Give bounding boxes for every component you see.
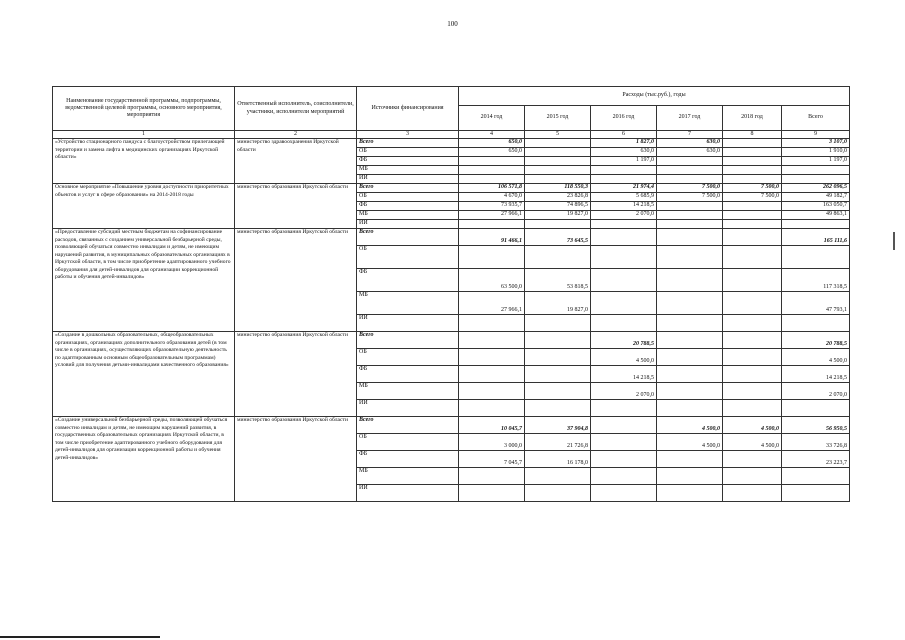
year-value: 2 070,0 <box>591 211 657 220</box>
year-value: 73 935,7 <box>459 202 525 211</box>
year-value <box>591 434 657 451</box>
funding-source: ИИ <box>357 400 459 417</box>
measure-name: «Создание в дошкольных образовательных, общеобразовательных организациях, организациях дополнительного образования детей (в том числе в организациях, осуществляющих образовательную деятельность по адаптированным основным общеобразовательным программам) условий для получения детьми-инвалидами качественного образования» <box>53 332 235 417</box>
year-value: 3 000,0 <box>459 434 525 451</box>
year-value <box>591 468 657 485</box>
measure-name: «Создание универсальной безбарьерной среды, позволяющей обучаться совместно инвалидам и детям, не имеющим нарушений развития, в государственных образовательных организациях Иркутской области, в том числе приобретение адаптированного учебного оборудования для детей-инвалидов для организации коррекционной работы и обучения детей-инвалидов» <box>53 417 235 502</box>
year-value: 4 500,0 <box>657 417 723 434</box>
year-value <box>525 157 591 166</box>
funding-source: ОБ <box>357 193 459 202</box>
funding-source: Всего <box>357 229 459 246</box>
year-value <box>525 332 591 349</box>
total-value: 56 950,5 <box>782 417 850 434</box>
responsible-executor: министерство образования Иркутской области <box>235 229 357 332</box>
year-value: 19 827,0 <box>525 211 591 220</box>
year-value <box>591 292 657 315</box>
year-value <box>459 315 525 332</box>
year-value: 21 726,8 <box>525 434 591 451</box>
total-value: 1 197,0 <box>782 157 850 166</box>
year-value: 1 197,0 <box>591 157 657 166</box>
year-value: 74 896,5 <box>525 202 591 211</box>
funding-source: МБ <box>357 211 459 220</box>
year-value: 650,0 <box>459 148 525 157</box>
total-value: 33 726,8 <box>782 434 850 451</box>
total-value: 2 070,0 <box>782 383 850 400</box>
total-value <box>782 315 850 332</box>
year-value <box>723 148 782 157</box>
year-value <box>525 383 591 400</box>
year-value <box>723 451 782 468</box>
year-value <box>525 485 591 502</box>
year-value <box>723 211 782 220</box>
total-value: 23 223,7 <box>782 451 850 468</box>
year-value <box>525 468 591 485</box>
funding-source: ФБ <box>357 269 459 292</box>
year-value <box>525 139 591 148</box>
year-value <box>723 202 782 211</box>
funding-source: ОБ <box>357 434 459 451</box>
responsible-executor: министерство образования Иркутской области <box>235 184 357 229</box>
year-value <box>723 269 782 292</box>
table-row <box>53 417 850 434</box>
year-value: 630,0 <box>657 148 723 157</box>
total-value <box>782 175 850 184</box>
year-value <box>723 485 782 502</box>
year-value <box>657 468 723 485</box>
funding-source: ОБ <box>357 349 459 366</box>
column-number: 8 <box>723 131 782 139</box>
funding-source: Всего <box>357 139 459 148</box>
year-value <box>723 220 782 229</box>
table-row <box>53 229 850 246</box>
year-value: 106 571,8 <box>459 184 525 193</box>
year-value <box>657 246 723 269</box>
year-value: 4 500,0 <box>591 349 657 366</box>
year-value: 53 818,5 <box>525 269 591 292</box>
total-value: 117 318,5 <box>782 269 850 292</box>
funding-source: ОБ <box>357 246 459 269</box>
year-value <box>723 366 782 383</box>
total-value <box>782 166 850 175</box>
year-value: 4 500,0 <box>723 417 782 434</box>
header-year: 2015 год <box>525 106 591 131</box>
year-value: 630,0 <box>591 148 657 157</box>
header-responsible: Ответственный исполнитель, соисполнители, участники, исполнители мероприятий <box>235 87 357 131</box>
year-value <box>459 468 525 485</box>
measure-name: «Предоставление субсидий местным бюджетам на софинансирование расходов, связанных с созданием универсальной безбарьерной среды, позволяющей обучаться совместно инвалидам и детям, не имеющим нарушений развития, в муниципальных образовательных организациях в Иркутской области, в том числе приобретение адаптированного учебного оборудования для детей-инвалидов для организации коррекционной работы и обучения детей-инвалидов» <box>53 229 235 332</box>
year-value <box>525 315 591 332</box>
total-value <box>782 485 850 502</box>
year-value: 7 045,7 <box>459 451 525 468</box>
year-value <box>657 269 723 292</box>
year-value <box>459 157 525 166</box>
year-value <box>459 175 525 184</box>
year-value <box>657 229 723 246</box>
year-value: 630,0 <box>657 139 723 148</box>
year-value <box>657 451 723 468</box>
year-value: 4 500,0 <box>723 434 782 451</box>
year-value <box>591 417 657 434</box>
responsible-executor: министерство образования Иркутской области <box>235 417 357 502</box>
responsible-executor: министерство образования Иркутской области <box>235 332 357 417</box>
year-value <box>657 383 723 400</box>
column-number: 6 <box>591 131 657 139</box>
measure-name: «Устройство стационарного пандуса с благоустройством прилегающей территории и замена лифта в медицинских организациях Иркутской области» <box>53 139 235 184</box>
funding-source: ИИ <box>357 220 459 229</box>
total-value <box>782 468 850 485</box>
year-value <box>459 246 525 269</box>
year-value <box>591 166 657 175</box>
year-value <box>459 485 525 502</box>
total-value: 262 096,5 <box>782 184 850 193</box>
header-program-name: Наименование государственной программы, подпрограммы, ведомственной целевой программы, основного мероприятия, мероприятия <box>53 87 235 131</box>
header-funding-source: Источники финансирования <box>357 87 459 131</box>
year-value <box>459 220 525 229</box>
year-value <box>657 485 723 502</box>
year-value: 10 045,7 <box>459 417 525 434</box>
year-value: 19 827,0 <box>525 292 591 315</box>
year-value <box>459 400 525 417</box>
scan-artifact <box>893 232 895 250</box>
year-value: 7 500,0 <box>723 193 782 202</box>
year-value: 73 645,5 <box>525 229 591 246</box>
year-value <box>459 349 525 366</box>
year-value <box>525 175 591 184</box>
year-value <box>591 229 657 246</box>
total-value: 4 500,0 <box>782 349 850 366</box>
total-value: 14 218,5 <box>782 366 850 383</box>
year-value: 5 685,9 <box>591 193 657 202</box>
funding-source: ОБ <box>357 148 459 157</box>
year-value <box>657 292 723 315</box>
funding-source: ФБ <box>357 366 459 383</box>
year-value: 4 500,0 <box>657 434 723 451</box>
total-value: 165 111,6 <box>782 229 850 246</box>
year-value <box>657 315 723 332</box>
scan-edge-line <box>0 636 160 638</box>
total-value: 47 793,1 <box>782 292 850 315</box>
year-value: 27 966,1 <box>459 211 525 220</box>
year-value: 37 904,8 <box>525 417 591 434</box>
year-value <box>591 451 657 468</box>
year-value <box>525 166 591 175</box>
year-value: 2 070,0 <box>591 383 657 400</box>
year-value <box>723 139 782 148</box>
table-row <box>53 332 850 349</box>
funding-source: ИИ <box>357 485 459 502</box>
header-year: 2018 год <box>723 106 782 131</box>
year-value <box>723 157 782 166</box>
total-value: 163 050,7 <box>782 202 850 211</box>
header-year: 2014 год <box>459 106 525 131</box>
year-value <box>591 269 657 292</box>
year-value <box>723 383 782 400</box>
header-expenses: Расходы (тыс.руб.), годы <box>459 87 850 106</box>
year-value <box>525 400 591 417</box>
year-value <box>525 366 591 383</box>
funding-source: Всего <box>357 332 459 349</box>
year-value <box>723 400 782 417</box>
funding-source: ФБ <box>357 202 459 211</box>
year-value <box>591 220 657 229</box>
year-value <box>723 166 782 175</box>
year-value <box>723 229 782 246</box>
total-value <box>782 400 850 417</box>
total-value: 20 788,5 <box>782 332 850 349</box>
funding-source: ИИ <box>357 315 459 332</box>
year-value <box>591 485 657 502</box>
year-value: 14 218,5 <box>591 366 657 383</box>
budget-table <box>52 86 850 502</box>
year-value <box>657 332 723 349</box>
year-value: 7 500,0 <box>657 193 723 202</box>
year-value <box>657 157 723 166</box>
funding-source: МБ <box>357 166 459 175</box>
year-value: 118 550,3 <box>525 184 591 193</box>
year-value <box>723 315 782 332</box>
header-total: Всего <box>782 106 850 131</box>
year-value <box>657 211 723 220</box>
year-value <box>723 246 782 269</box>
year-value: 23 826,8 <box>525 193 591 202</box>
table-body <box>53 139 850 502</box>
year-value <box>723 292 782 315</box>
year-value <box>657 349 723 366</box>
year-value <box>591 315 657 332</box>
year-value: 63 500,0 <box>459 269 525 292</box>
year-value <box>591 175 657 184</box>
funding-source: ФБ <box>357 157 459 166</box>
year-value <box>459 166 525 175</box>
year-value: 20 788,5 <box>591 332 657 349</box>
total-value <box>782 220 850 229</box>
year-value <box>525 148 591 157</box>
year-value <box>723 175 782 184</box>
column-number: 4 <box>459 131 525 139</box>
column-number: 9 <box>782 131 850 139</box>
funding-source: ИИ <box>357 175 459 184</box>
total-value: 49 182,7 <box>782 193 850 202</box>
year-value: 650,0 <box>459 139 525 148</box>
year-value <box>591 246 657 269</box>
year-value <box>657 202 723 211</box>
year-value <box>525 349 591 366</box>
total-value: 49 863,1 <box>782 211 850 220</box>
total-value: 3 107,0 <box>782 139 850 148</box>
column-number: 2 <box>235 131 357 139</box>
year-value <box>459 366 525 383</box>
year-value: 7 500,0 <box>723 184 782 193</box>
year-value <box>657 175 723 184</box>
table-row <box>53 184 850 193</box>
measure-name: Основное мероприятие «Повышение уровня доступности приоритетных объектов и услуг в сфере образования» на 2014-2018 годы <box>53 184 235 229</box>
year-value <box>459 332 525 349</box>
header-year: 2016 год <box>591 106 657 131</box>
year-value: 4 670,0 <box>459 193 525 202</box>
year-value <box>657 220 723 229</box>
column-number: 7 <box>657 131 723 139</box>
funding-source: Всего <box>357 184 459 193</box>
year-value <box>525 246 591 269</box>
year-value <box>459 383 525 400</box>
funding-source: Всего <box>357 417 459 434</box>
year-value: 16 178,0 <box>525 451 591 468</box>
year-value <box>657 166 723 175</box>
year-value <box>657 400 723 417</box>
page-number: 100 <box>447 20 458 28</box>
year-value <box>525 220 591 229</box>
year-value <box>723 468 782 485</box>
total-value: 1 910,0 <box>782 148 850 157</box>
column-number: 3 <box>357 131 459 139</box>
year-value: 14 218,5 <box>591 202 657 211</box>
year-value: 7 500,0 <box>657 184 723 193</box>
funding-source: МБ <box>357 292 459 315</box>
funding-source: ФБ <box>357 451 459 468</box>
year-value <box>723 332 782 349</box>
funding-source: МБ <box>357 383 459 400</box>
year-value: 27 966,1 <box>459 292 525 315</box>
year-value: 91 466,1 <box>459 229 525 246</box>
column-number: 1 <box>53 131 235 139</box>
funding-source: МБ <box>357 468 459 485</box>
header-year: 2017 год <box>657 106 723 131</box>
column-number: 5 <box>525 131 591 139</box>
year-value <box>591 400 657 417</box>
year-value <box>723 349 782 366</box>
year-value: 1 827,0 <box>591 139 657 148</box>
year-value: 21 974,4 <box>591 184 657 193</box>
responsible-executor: министерство здравоохранения Иркутской области <box>235 139 357 184</box>
table-row <box>53 139 850 148</box>
year-value <box>657 366 723 383</box>
total-value <box>782 246 850 269</box>
